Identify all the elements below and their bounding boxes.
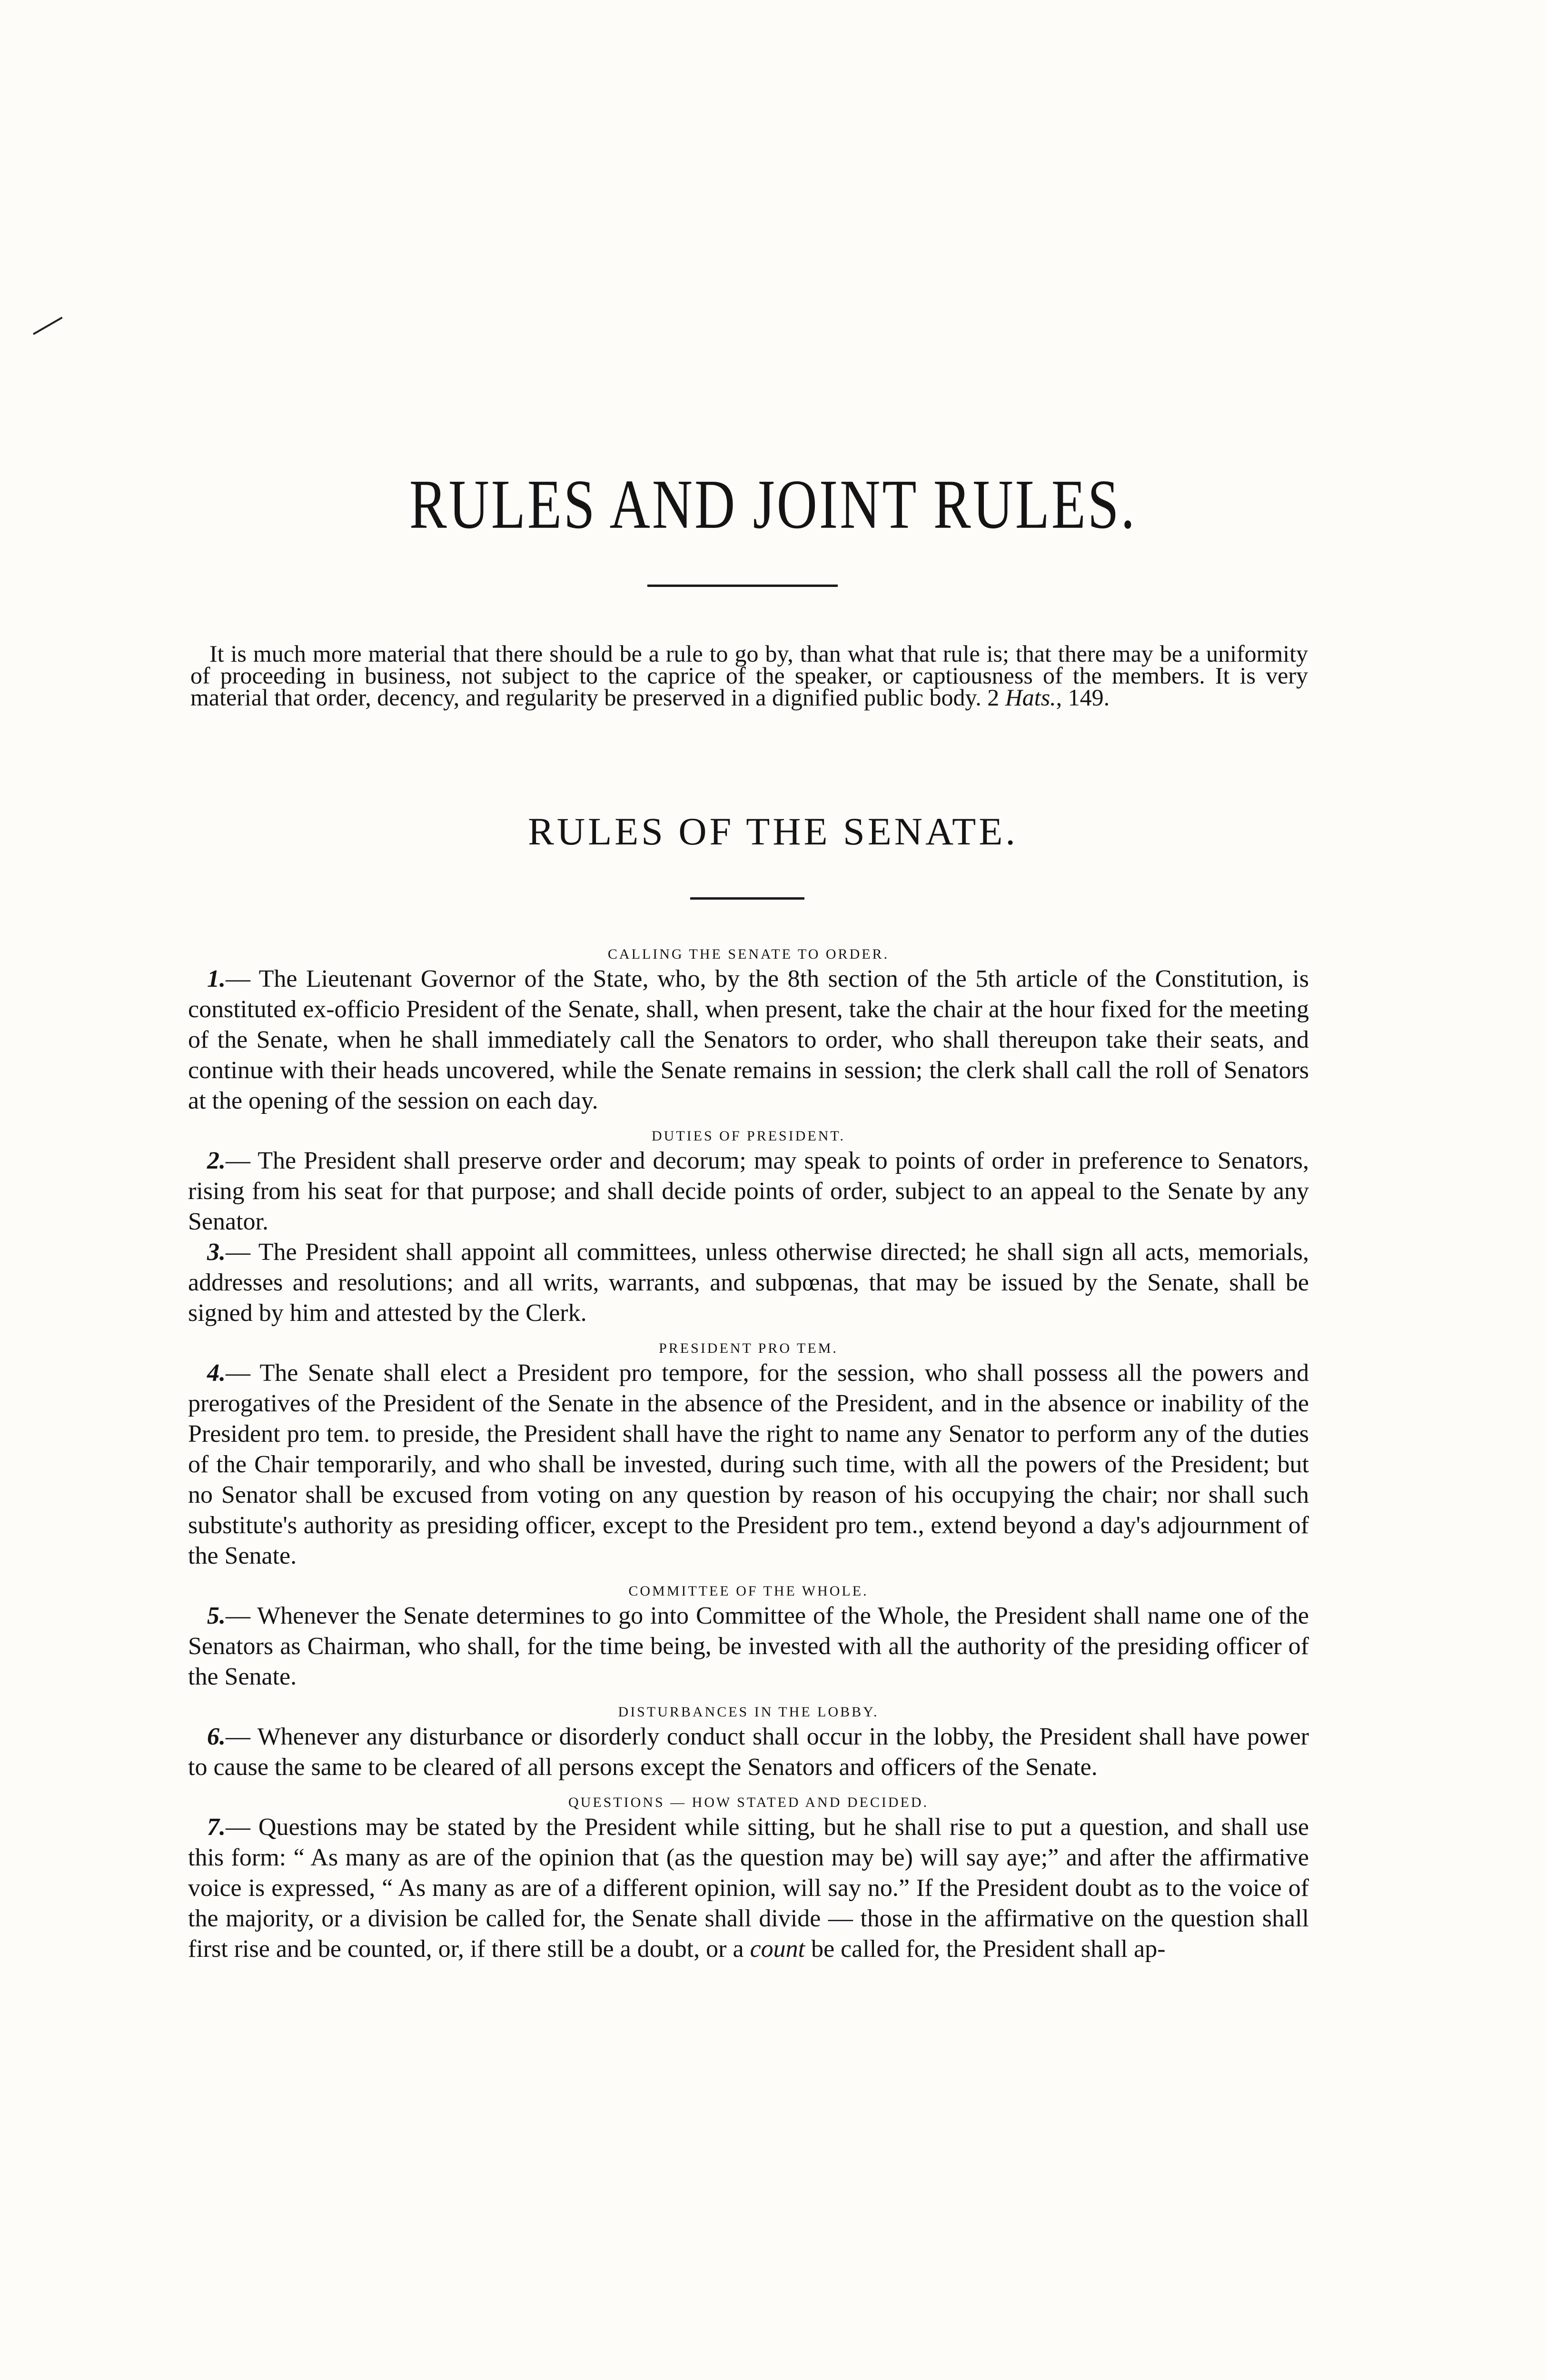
epigraph-page: , 149. <box>1056 684 1110 711</box>
heading-disturbances-lobby: DISTURBANCES IN THE LOBBY. <box>618 1704 879 1720</box>
heading-duties-of-president: DUTIES OF PRESIDENT. <box>652 1128 845 1144</box>
rule-1 <box>188 964 1309 1116</box>
title-divider <box>647 585 838 587</box>
rule-text: — Whenever any disturbance or disorderly conduct shall occur in the lobby, the President shall have power to cause the same to be cleared of all persons except the Senators and officers of the Senate. <box>188 1723 1309 1781</box>
rule-number: 6. <box>207 1723 226 1750</box>
rule-7 <box>188 1812 1309 1964</box>
main-title: RULES AND JOINT RULES. <box>409 465 1137 544</box>
epigraph-text: It is much more material that there should be a rule to go by, than what that rule is; that there may be a uniformity of proceeding in business, not subject to the caprice of the speaker, or captiousness of the members. It is very material that order, decency, and regularity be preserved in a dignified public body. 2 <box>190 640 1308 711</box>
heading-committee-of-whole: COMMITTEE OF THE WHOLE. <box>628 1583 869 1599</box>
rule-text-end: be called for, the President shall ap- <box>811 1935 1166 1963</box>
rule-text: — Questions may be stated by the President while sitting, but he shall rise to put a question, and shall use this form: “ As many as are of the opinion that (as the question may be) will say aye;” and after the affirmative voice is expressed, “ As many as are of a different opinion, will say no.” If the President doubt as to the voice of the majority, or a division be called for, the Senate shall divide — those in the affirmative on the question shall first rise and be counted, or, if there still be a doubt, or a <box>188 1814 1309 1963</box>
rule-text: — Whenever the Senate determines to go into Committee of the Whole, the President shall name one of the Senators as Chairman, who shall, for the time being, be invested with all the authority of the presiding officer of the Senate. <box>188 1602 1309 1690</box>
heading-calling-to-order: CALLING THE SENATE TO ORDER. <box>607 946 890 962</box>
section-title: RULES OF THE SENATE. <box>528 810 1018 853</box>
rule-text: — The President shall preserve order and decorum; may speak to points of order in preference to Senators, rising from his seat for that purpose; and shall decide points of order, subject to an appeal to the Senate by any Senator. <box>188 1147 1309 1235</box>
rule-text: — The President shall appoint all committees, unless otherwise directed; he shall sign all acts, memorials, addresses and resolutions; and all writs, warrants, and subpœnas, that may be issued by the Senate, shall be signed by him and attested by the Clerk. <box>188 1239 1309 1327</box>
section-divider <box>690 897 804 900</box>
rule-6 <box>188 1722 1309 1783</box>
epigraph-citation: Hats. <box>1005 684 1056 711</box>
rule-number: 3. <box>207 1239 226 1266</box>
rule-text: — The Senate shall elect a President pro tempore, for the session, who shall possess all the powers and prerogatives of the President of the Senate in the absence of the President, and in the absence or inability of the President pro tem. to preside, the President shall have the right to name any Senator to perform any of the duties of the Chair temporarily, and who shall be invested, during such time, with all the powers of the President; but no Senator shall be excused from voting on any question by reason of his occupying the chair; nor shall such substitute's authority as presiding officer, except to the President pro tem., extend beyond a day's adjournment of the Senate. <box>188 1359 1309 1569</box>
heading-questions-stated: QUESTIONS — HOW STATED AND DECIDED. <box>568 1795 929 1810</box>
rule-2 <box>188 1146 1309 1237</box>
epigraph <box>190 640 1308 711</box>
rule-number: 1. <box>207 965 226 992</box>
rule-number: 7. <box>207 1814 226 1841</box>
rule-5 <box>188 1601 1309 1692</box>
rule-4 <box>188 1358 1309 1571</box>
rule-number: 4. <box>207 1359 226 1387</box>
heading-president-pro-tem: PRESIDENT PRO TEM. <box>659 1340 838 1356</box>
rule-text: — The Lieutenant Governor of the State, who, by the 8th section of the 5th article of the Constitution, is constituted ex-officio President of the Senate, shall, when present, take the chair at the hour fixed for the meeting of the Senate, when he shall immediately call the Senators to order, who shall thereupon take their seats, and continue with their heads uncovered, while the Senate remains in session; the clerk shall call the roll of Senators at the opening of the session on each day. <box>188 965 1309 1114</box>
rule-3 <box>188 1237 1309 1329</box>
rule-number: 5. <box>207 1602 226 1629</box>
pencil-mark <box>33 317 63 335</box>
rule-number: 2. <box>207 1147 226 1174</box>
rule-text-italic: count <box>750 1935 805 1963</box>
rules-body <box>188 945 1309 1964</box>
